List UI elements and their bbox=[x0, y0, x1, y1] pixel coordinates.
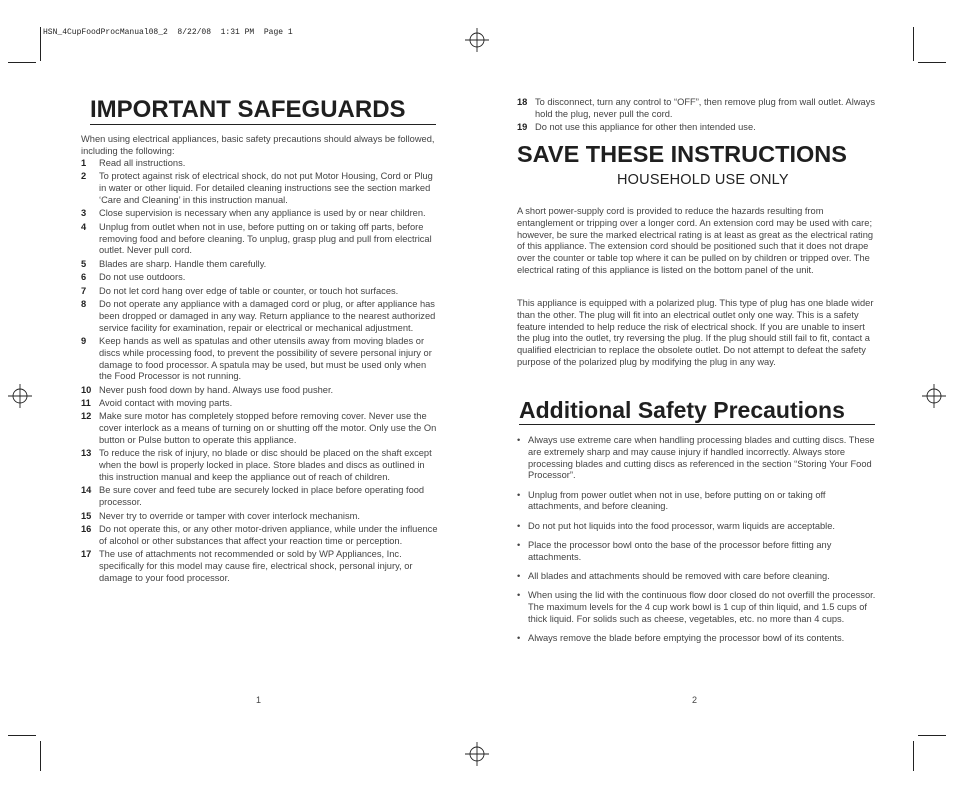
print-slug: HSN_4CupFoodProcManual08_2 8/22/08 1:31 PM Page 1 bbox=[43, 28, 293, 37]
additional-precautions-title: Additional Safety Precautions bbox=[519, 397, 875, 425]
list-item: 3 Close supervision is necessary when any appliance is used by or near children. bbox=[81, 208, 426, 219]
list-item: 7 Do not let cord hang over edge of table or counter, or touch hot surfaces. bbox=[81, 285, 399, 296]
list-item: 2 To protect against risk of electrical shock, do not put Motor Housing, Cord or Plug in water or other liquid. For detailed cleaning instructions see the section marked ‘Care and Cleaning’ in this instruction manual. bbox=[81, 171, 433, 205]
list-item: 9 Keep hands as well as spatulas and other utensils away from moving blades or discs while processing food, to prevent the possibility of severe personal injury or damage to food processor. A spatula may be used, but must be used only when the Food Processor is not running. bbox=[81, 335, 432, 382]
list-item: • Place the processor bowl onto the base of the processor before fitting any attachments. bbox=[517, 540, 832, 562]
extension-cord-text: A short power-supply cord is provided to reduce the hazards resulting from entanglement or tripping over a longer cord. An extension cord may be used with care; however, be sure the marked electrical rating is at least as great as the electrical rating of this appliance. The extension cord should be positioned such that it does not drape over the counter or table top where it can be pulled on by children or tripped over. The electrical rating of this appliance is listed on the bottom panel of the unit. bbox=[517, 206, 874, 275]
list-item: 17 The use of attachments not recommended or sold by WP Appliances, Inc. specifically for this model may cause fire, electrical shock, personal injury, or damage to your food processor. bbox=[81, 549, 413, 583]
list-item: • When using the lid with the continuous flow door closed do not overfill the processor. The maximum levels for the 4 cup work bowl is 1 cup of thin liquid, and 1.5 cups of thick liquid. For solids such as cheese, vegetables, etc. no more than 4 cups. bbox=[517, 590, 876, 625]
crop-mark bbox=[8, 735, 36, 736]
list-item: 16 Do not operate this, or any other motor-driven appliance, while under the influence of alcohol or other substances that affect your reaction time or perception. bbox=[81, 524, 438, 546]
registration-mark-icon bbox=[465, 28, 489, 52]
crop-mark bbox=[40, 27, 41, 61]
safeguards-list bbox=[81, 158, 439, 586]
save-instructions-title: SAVE THESE INSTRUCTIONS bbox=[517, 141, 847, 167]
list-item: • Always remove the blade before emptying the processor bowl of its contents. bbox=[517, 633, 845, 644]
list-item: 13 To reduce the risk of injury, no blade or disc should be placed on the shaft except when the bowl is properly locked in place. Store blades and discs as outlined in this instruction manual and keep the appliance out of reach of children. bbox=[81, 448, 432, 483]
crop-mark bbox=[918, 735, 946, 736]
safeguards-list-continued bbox=[517, 97, 877, 136]
list-item: 4 Unplug from outlet when not in use, before putting on or taking off parts, before removing food and before cleaning. To unplug, grasp plug and pull from electrical outlet. Never pull cord. bbox=[81, 221, 432, 256]
list-item: 11 Avoid contact with moving parts. bbox=[81, 398, 233, 409]
list-item: 19 Do not use this appliance for other then intended use. bbox=[517, 122, 756, 133]
list-item: 10 Never push food down by hand. Always use food pusher. bbox=[81, 384, 334, 395]
page-number: 2 bbox=[692, 695, 698, 705]
list-item: • Always use extreme care when handling processing blades and cutting discs. These are extremely sharp and may cause injury if handled incorrectly. Always store processing blades and cutting discs as referenced in the section “Storing Your Food Processor”. bbox=[517, 435, 875, 481]
list-item: • All blades and attachments should be removed with care before cleaning. bbox=[517, 571, 830, 582]
list-item: • Unplug from power outlet when not in use, before putting on or taking off attachments, and before cleaning. bbox=[517, 489, 826, 512]
list-item: 12 Make sure motor has completely stopped before removing cover. Never use the cover interlock as a means of turning on or shutting off the motor. Only use the On button or Pulse button to operate this appliance. bbox=[81, 411, 437, 446]
crop-mark bbox=[913, 27, 914, 61]
list-item: 6 Do not use outdoors. bbox=[81, 272, 186, 283]
page-title: IMPORTANT SAFEGUARDS bbox=[90, 96, 436, 125]
intro-text: When using electrical appliances, basic safety precautions should always be followed, including the following: bbox=[81, 134, 435, 156]
registration-mark-icon bbox=[922, 384, 946, 408]
list-item: 1 Read all instructions. bbox=[81, 158, 186, 168]
registration-mark-icon bbox=[465, 742, 489, 766]
list-item: 18 To disconnect, turn any control to “OFF”, then remove plug from wall outlet. Always hold the plug, never pull the cord. bbox=[517, 97, 875, 119]
page-number: 1 bbox=[256, 695, 262, 705]
polarized-plug-text: This appliance is equipped with a polarized plug. This type of plug has one blade wider than the other. The plug will fit into an electrical outlet only one way. This is a safety feature intended to help reduce the risk of electrical shock. If you are unable to insert the plug into the outlet, try reversing the plug. If the plug should still fail to fit, contact a qualified electrician to replace the obsolete outlet. Do not attempt to defeat the safety purpose of the polarized plug by modifying the plug in any way. bbox=[517, 298, 874, 367]
crop-mark bbox=[918, 62, 946, 63]
precautions-list bbox=[517, 435, 877, 653]
list-item: 15 Never try to override or tamper with cover interlock mechanism. bbox=[81, 510, 360, 521]
crop-mark bbox=[913, 741, 914, 771]
list-item: 14 Be sure cover and feed tube are securely locked in place before operating food processor. bbox=[81, 485, 425, 508]
crop-mark bbox=[40, 741, 41, 771]
household-use-subtitle: HOUSEHOLD USE ONLY bbox=[617, 172, 789, 188]
crop-mark bbox=[8, 62, 36, 63]
registration-mark-icon bbox=[8, 384, 32, 408]
list-item: 8 Do not operate any appliance with a damaged cord or plug, or after appliance has been dropped or damaged in any way. Return appliance to the nearest authorized service facility for examination, repair or electrical or mechanical adjustment. bbox=[81, 298, 436, 333]
list-item: 5 Blades are sharp. Handle them carefully. bbox=[81, 258, 267, 269]
list-item: • Do not put hot liquids into the food processor, warm liquids are acceptable. bbox=[517, 520, 835, 531]
